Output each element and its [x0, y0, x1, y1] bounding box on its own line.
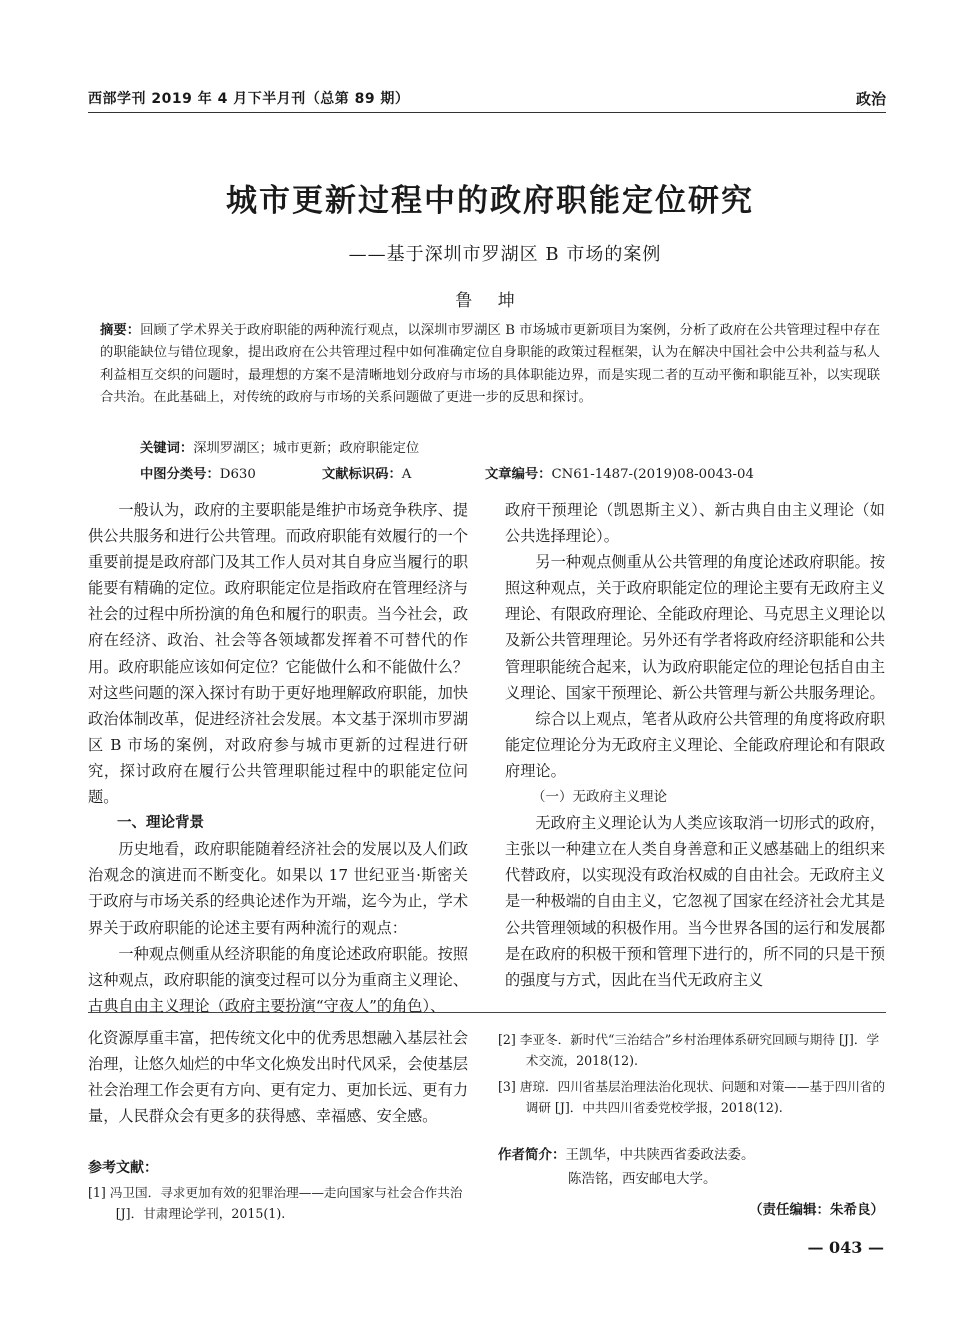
clc-label: 中图分类号： [140, 467, 220, 482]
article-subtitle: ——基于深圳市罗湖区 B 市场的案例 [348, 244, 662, 265]
article-no-value: CN61-1487-(2019)08-0043-04 [551, 467, 754, 482]
section-divider [88, 1012, 886, 1013]
paragraph: 另一种观点侧重从公共管理的角度论述政府职能。按照这种观点，关于政府职能定位的理论主要有无政府主义理论、有限政府理论、全能政府理论、马克思主义理论以及新公共管理理论。另外还有学者将政府经济职能和公共管理职能统合起来，认为政府职能定位的理论包括自由主义理论、国家干预理论、新公共管理与新公共服务理论。 [505, 553, 885, 702]
abstract-text: 回顾了学术界关于政府职能的两种流行观点，以深圳市罗湖区 B 市场城市更新项目为案例，分析了政府在公共管理过程中存在的职能缺位与错位现象，提出政府在公共管理过程中如何准确定位自身职能的政策过程框架，认为在解决中国社会中公共利益与私人利益相互交织的问题时，最理想的方案不是清晰地划分政府与市场的具体职能边界，而是实现二者的互动平衡和职能互补，以实现联合共治。在此基础上，对传统的政府与市场的关系问题做了更进一步的反思和探讨。 [100, 323, 880, 406]
bio-line: 王凯华，中共陕西省委政法委。 [565, 1147, 755, 1163]
body-column-right [505, 497, 885, 993]
article-no-label: 文章编号： [485, 467, 552, 482]
body-column-left [88, 497, 468, 1019]
paragraph: 一种观点侧重从经济职能的角度论述政府职能。按照这种观点，政府职能的演变过程可以分为重商主义理论、古典自由主义理论（政府主要扮演“守夜人”的角色）、 [88, 944, 468, 1015]
keywords-text: 深圳罗湖区；城市更新；政府职能定位 [193, 441, 420, 456]
references-heading: 参考文献： [88, 1160, 158, 1176]
section-heading: 一、理论背景 [117, 815, 204, 832]
paragraph: 一般认为，政府的主要职能是维护市场竞争秩序、提供公共服务和进行公共管理。而政府职能有效履行的一个重要前提是政府部门及其工作人员对其自身应当履行的职能要有精确的定位。政府职能定位是指政府在管理经济与社会的过程中所扮演的角色和履行的职责。当今社会，政府在经济、政治、社会等各领域都发挥着不可替代的作用。政府职能应该如何定位？它能做什么和不能做什么？对这些问题的深入探讨有助于更好地理解政府职能，加快政治体制改革，促进经济社会发展。本文基于深圳市罗湖区 B 市场的案例，对政府参与城市更新的过程进行研究，探讨政府在履行公共管理职能过程中的职能定位问题。 [88, 501, 468, 807]
paragraph: 化资源厚重丰富，把传统文化中的优秀思想融入基层社会治理，让悠久灿烂的中华文化焕发出时代风采，会使基层社会治理工作会更有方向、更有定力、更加长远、更有力量，人民群众会有更多的获得感、幸福感、安全感。 [88, 1029, 468, 1125]
keywords-label: 关键词： [140, 441, 194, 456]
clc-value: D630 [219, 467, 256, 482]
journal-info: 西部学刊 2019 年 4 月下半月刊（总第 89 期） [88, 91, 410, 107]
editor-credit: （责任编辑：朱希良） [749, 1202, 884, 1218]
paragraph: 政府干预理论（凯恩斯主义）、新古典自由主义理论（如公共选择理论）。 [505, 501, 885, 546]
section-label: 政治 [855, 90, 886, 108]
doc-code-label: 文献标识码： [322, 467, 402, 482]
reference-item: [1] 冯卫国．寻求更加有效的犯罪治理——走向国家与社会合作共治 [J]．甘肃理论学刊，2015(1). [88, 1185, 463, 1221]
page-number: — 043 — [807, 1238, 884, 1257]
reference-item: [2] 李亚冬．新时代“三治结合”乡村治理体系研究回顾与期待 [J]．学术交流，2018(12). [498, 1032, 880, 1068]
previous-article-ending [88, 1025, 468, 1129]
reference-item: [3] 唐琼．四川省基层治理法治化现状、问题和对策——基于四川省的调研 [J]．中共四川省委党校学报，2018(12). [498, 1079, 886, 1115]
abstract [100, 320, 880, 410]
paragraph: 综合以上观点，笔者从政府公共管理的角度将政府职能定位理论分为无政府主义理论、全能政府理论和有限政府理论。 [505, 709, 885, 780]
subsection-heading: （一）无政府主义理论 [532, 789, 667, 806]
article-title: 城市更新过程中的政府职能定位研究 [226, 183, 754, 219]
paragraph: 历史地看，政府职能随着经济社会的发展以及人们政治观念的演进而不断变化。如果以 17 世纪亚当·斯密关于政府与市场关系的经典论述作为开端，迄今为止，学术界关于政府职能的论述主要有两种流行的观点： [88, 840, 468, 937]
keywords [100, 437, 880, 456]
abstract-label: 摘要： [100, 323, 141, 338]
article-author: 鲁 坤 [455, 291, 525, 311]
running-header [88, 86, 886, 112]
paragraph: 无政府主义理论认为人类应该取消一切形式的政府，主张以一种建立在人类自身善意和正义感基础上的组织来代替政府，以实现没有政治权威的自由社会。无政府主义是一种极端的自由主义，它忽视了国家在经济社会尤其是公共管理领域的积极作用。当今世界各国的运行和发展都是在政府的积极干预和管理下进行的，所不同的只是干预的强度与方式，因此在当代无政府主义 [505, 814, 885, 989]
doc-code-value: A [401, 467, 412, 482]
bio-label: 作者简介： [498, 1147, 566, 1163]
header-rule [88, 112, 886, 113]
bio-line: 陈浩铭，西安邮电大学。 [568, 1171, 717, 1187]
author-bio [498, 1143, 888, 1191]
